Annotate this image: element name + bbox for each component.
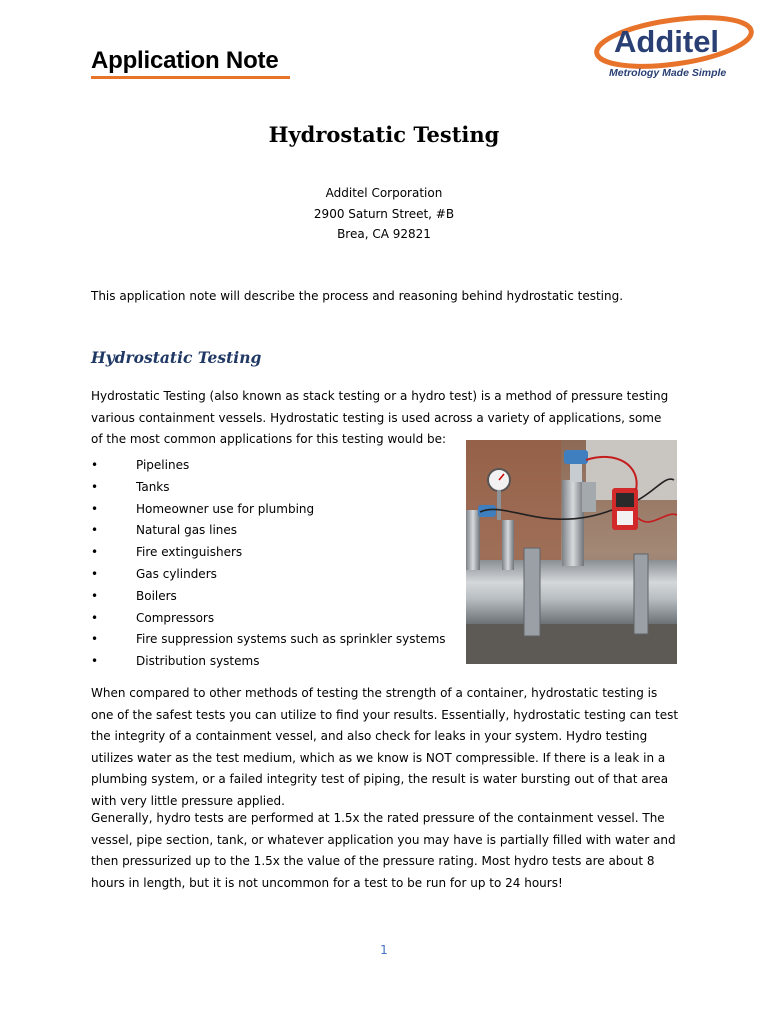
list-item: • Homeowner use for plumbing (91, 499, 446, 521)
page-title: Hydrostatic Testing (268, 122, 500, 147)
address-street: 2900 Saturn Street, #B (313, 206, 455, 221)
bullet-icon: • (91, 523, 99, 538)
list-item: • Natural gas lines (91, 520, 446, 542)
bullet-icon: • (91, 545, 99, 560)
pipeline-test-photo (466, 440, 677, 664)
logo-tagline: Metrology Made Simple (609, 67, 727, 79)
paragraph-definition: Hydrostatic Testing (also known as stack testing or a hydro test) is a method of pressure testing various containment vessels. Hydrostatic testing is used across a variety of applications, some of the most common applications for this testing would be: (91, 389, 669, 446)
section-heading: Hydrostatic Testing (91, 348, 262, 367)
list-item: • Tanks (91, 477, 446, 499)
list-item: • Compressors (91, 608, 446, 630)
list-item: • Gas cylinders (91, 564, 446, 586)
bullet-icon: • (91, 610, 99, 625)
bullet-icon: • (91, 458, 99, 472)
paragraph-comparison: When compared to other methods of testing the strength of a container, hydrostatic testing is one of the safest tests you can utilize to find your results. Essentially, hydrostatic testing can test the integrity of a containment vessel, and also check for leaks in your system. Hydro testing utilizes water as the test medium, which as we know is NOT compressible. If there is a leak in a plumbing system, or a failed integrity test of piping, the result is water bursting out of that area with very little pressure applied. (91, 686, 679, 808)
label-underline (91, 76, 290, 79)
bullet-icon: • (91, 632, 99, 647)
bullet-icon: • (91, 479, 99, 494)
address-company: Additel Corporation (325, 186, 443, 200)
logo-wordmark: Additel (614, 24, 720, 59)
bullet-icon: • (91, 654, 99, 669)
bullet-icon: • (91, 501, 99, 516)
list-item: • Fire suppression systems such as sprinkler systems (91, 629, 446, 651)
intro-paragraph: This application note will describe the process and reasoning behind hydrostatic testing. (91, 289, 624, 303)
list-item: • Fire extinguishers (91, 542, 446, 564)
applications-list (91, 455, 446, 673)
document-type-label: Application Note (91, 47, 279, 74)
bullet-icon: • (91, 566, 99, 581)
bullet-icon: • (91, 588, 99, 603)
address-block (0, 183, 768, 245)
list-item: • Pipelines (91, 455, 446, 477)
list-item: • Boilers (91, 586, 446, 608)
paragraph-procedure: Generally, hydro tests are performed at 1.5x the rated pressure of the containment vessel. The vessel, pipe section, tank, or whatever application you may have is partially filled with water and then pressurized up to the 1.5x the value of the pressure rating. Most hydro tests are about 8 hours in length, but it is not uncommon for a test to be run for up to 24 hours! (91, 811, 676, 890)
page-number: 1 (380, 943, 388, 957)
address-city: Brea, CA 92821 (337, 227, 431, 241)
list-item: • Distribution systems (91, 651, 446, 673)
